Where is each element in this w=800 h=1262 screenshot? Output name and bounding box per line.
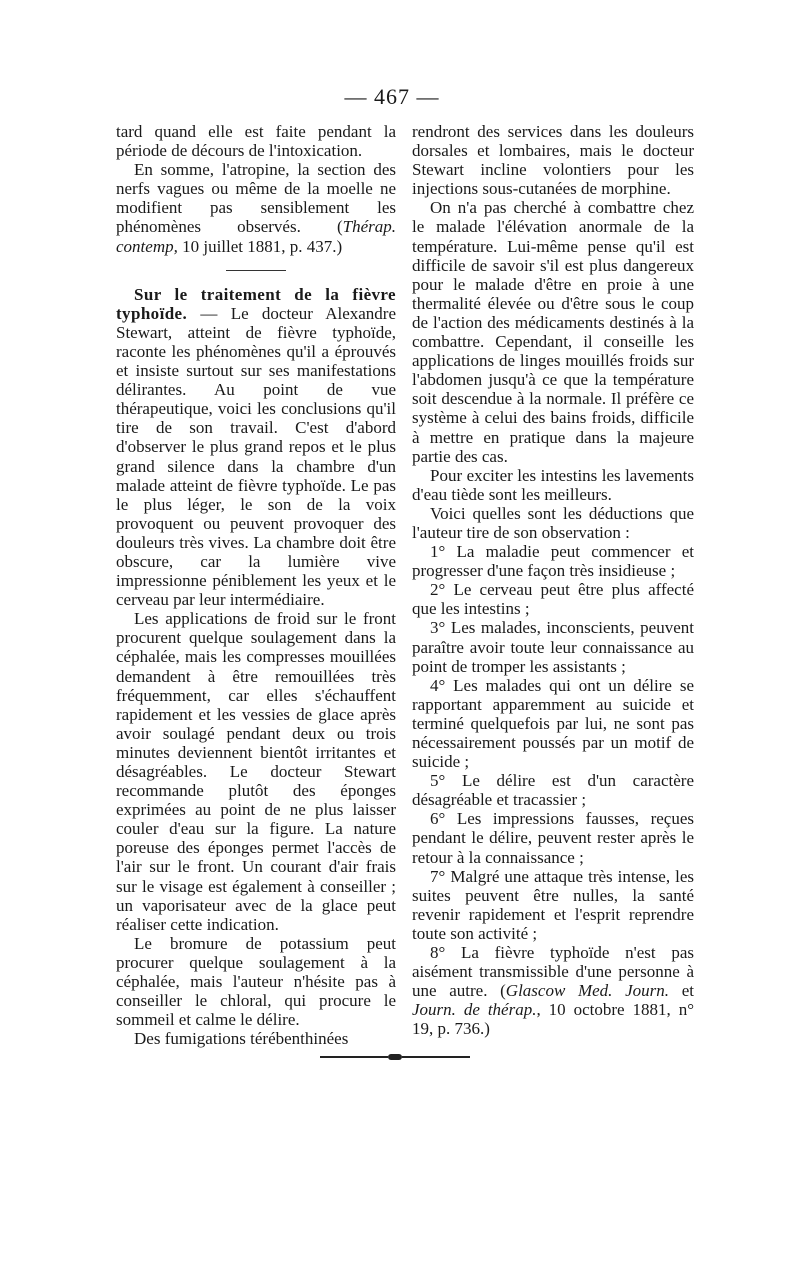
list-item: 1° La maladie peut commencer et progresser d'une façon très insidieuse ; [412,542,694,581]
paragraph: Sur le traitement de la fièvre typhoïde. — Le docteur Alexandre Stewart, atteint de fièvre typhoïde, raconte les phénomènes qu'il a éprouvés et insiste surtout sur ses manifestations délirantes. Au point de vue thérapeutique, voici les conclusions qu'il tire de son travail. C'est d'abord d'observer le plus grand repos et le plus grand silence dans la chambre d'un malade atteint de fièvre typhoïde. Le pas le plus léger, le son de la voix provoquent ou peuvent provoquer des douleurs très vives. La chambre doit être obscure, car la lumière vive impressionne péniblement les yeux et le cerveau par leur intermédiaire. [116,284,396,610]
section-divider [226,270,286,271]
citation: Glascow Med. Journ. [505,981,670,1001]
paragraph: tard quand elle est faite pendant la période de décours de l'intoxication. [116,122,396,161]
paragraph: rendront des services dans les douleurs dorsales et lombaires, mais le docteur Stewart incline volontiers pour les injections sous-cutanées de morphine. [412,122,694,199]
section-heading: Sur le traitement de la fièvre typhoïde. [116,284,396,323]
list-item: 8° La fièvre typhoïde n'est pas aisément transmissible d'une personne à une autre. (Glascow Med. Journ. et Journ. de thérap., 10 octobre 1881, n° 19, p. 736.) [412,943,694,1039]
paragraph: On n'a pas cherché à combattre chez le malade l'élévation anormale de la température. Lui-même pense qu'il est difficile de savoir s'il est plus dangereux pour le malade d'être en proie à une thermalité élevée ou d'être sous le coup de l'action des médicaments destinés à la combattre. Cependant, il conseille les applications de linges mouillés froids sur l'abdomen jusqu'à ce que la température soit descendue à la normale. Il préfère ce système à celui des bains froids, difficile à mettre en pratique dans la majeure partie des cas. [412,198,694,466]
citation: Thérap. contemp, [116,217,396,256]
ornamental-rule [320,1054,470,1060]
paragraph: Voici quelles sont les déductions que l'auteur tire de son observation : [412,503,694,542]
list-item: 6° Les impressions fausses, reçues pendant le délire, peuvent rester après le retour à la connaissance ; [412,809,694,867]
list-item: 3° Les malades, inconscients, peuvent paraître avoir toute leur connaissance au point de tromper les assistants ; [412,618,694,676]
paragraph: Le bromure de potassium peut procurer quelque soulagement à la céphalée, mais l'auteur n'hésite pas à conseiller le chloral, qui procure le sommeil et calme le délire. [116,933,396,1030]
page-number: — 467 — [344,84,440,109]
left-column [116,122,396,1048]
paragraph: Des fumigations térébenthinées [134,1029,349,1049]
citation: Journ. de thérap. [412,1000,537,1020]
list-item: 7° Malgré une attaque très intense, les suites peuvent être nulles, la santé revenir rapidement et l'esprit reprendre toute son activité ; [412,866,694,943]
paragraph: En somme, l'atropine, la section des nerfs vagues ou même de la moelle ne modifient pas sensiblement les phénomènes observés. (Thérap. contemp, 10 juillet 1881, p. 437.) [116,160,396,256]
list-item: 2° Le cerveau peut être plus affecté que les intestins ; [412,580,694,619]
list-item: 5° Le délire est d'un caractère désagréable et tracassier ; [412,771,694,810]
right-column [412,122,694,1039]
list-item: 4° Les malades qui ont un délire se rapportant apparemment au suicide et terminé quelquefois par lui, ne sont pas nécessairement poussés par un motif de suicide ; [412,675,694,772]
paragraph: Les applications de froid sur le front procurent quelque soulagement dans la céphalée, mais les compresses mouillées demandent à être remouillées très fréquemment, car elles s'échauffent rapidement et les vessies de glace après avoir soulagé pendant deux ou trois minutes deviennent bientôt irritantes et désagréables. Le docteur Stewart recommande plutôt des éponges exprimées au point de ne plus laisser couler d'eau sur la figure. La nature poreuse des éponges permet l'accès de l'air sur le front. Un courant d'air frais sur le visage est également à conseiller ; un vaporisateur avec de la glace peut réaliser cette indication. [116,609,396,934]
paragraph: Pour exciter les intestins les lavements d'eau tiède sont les meilleurs. [412,465,694,504]
